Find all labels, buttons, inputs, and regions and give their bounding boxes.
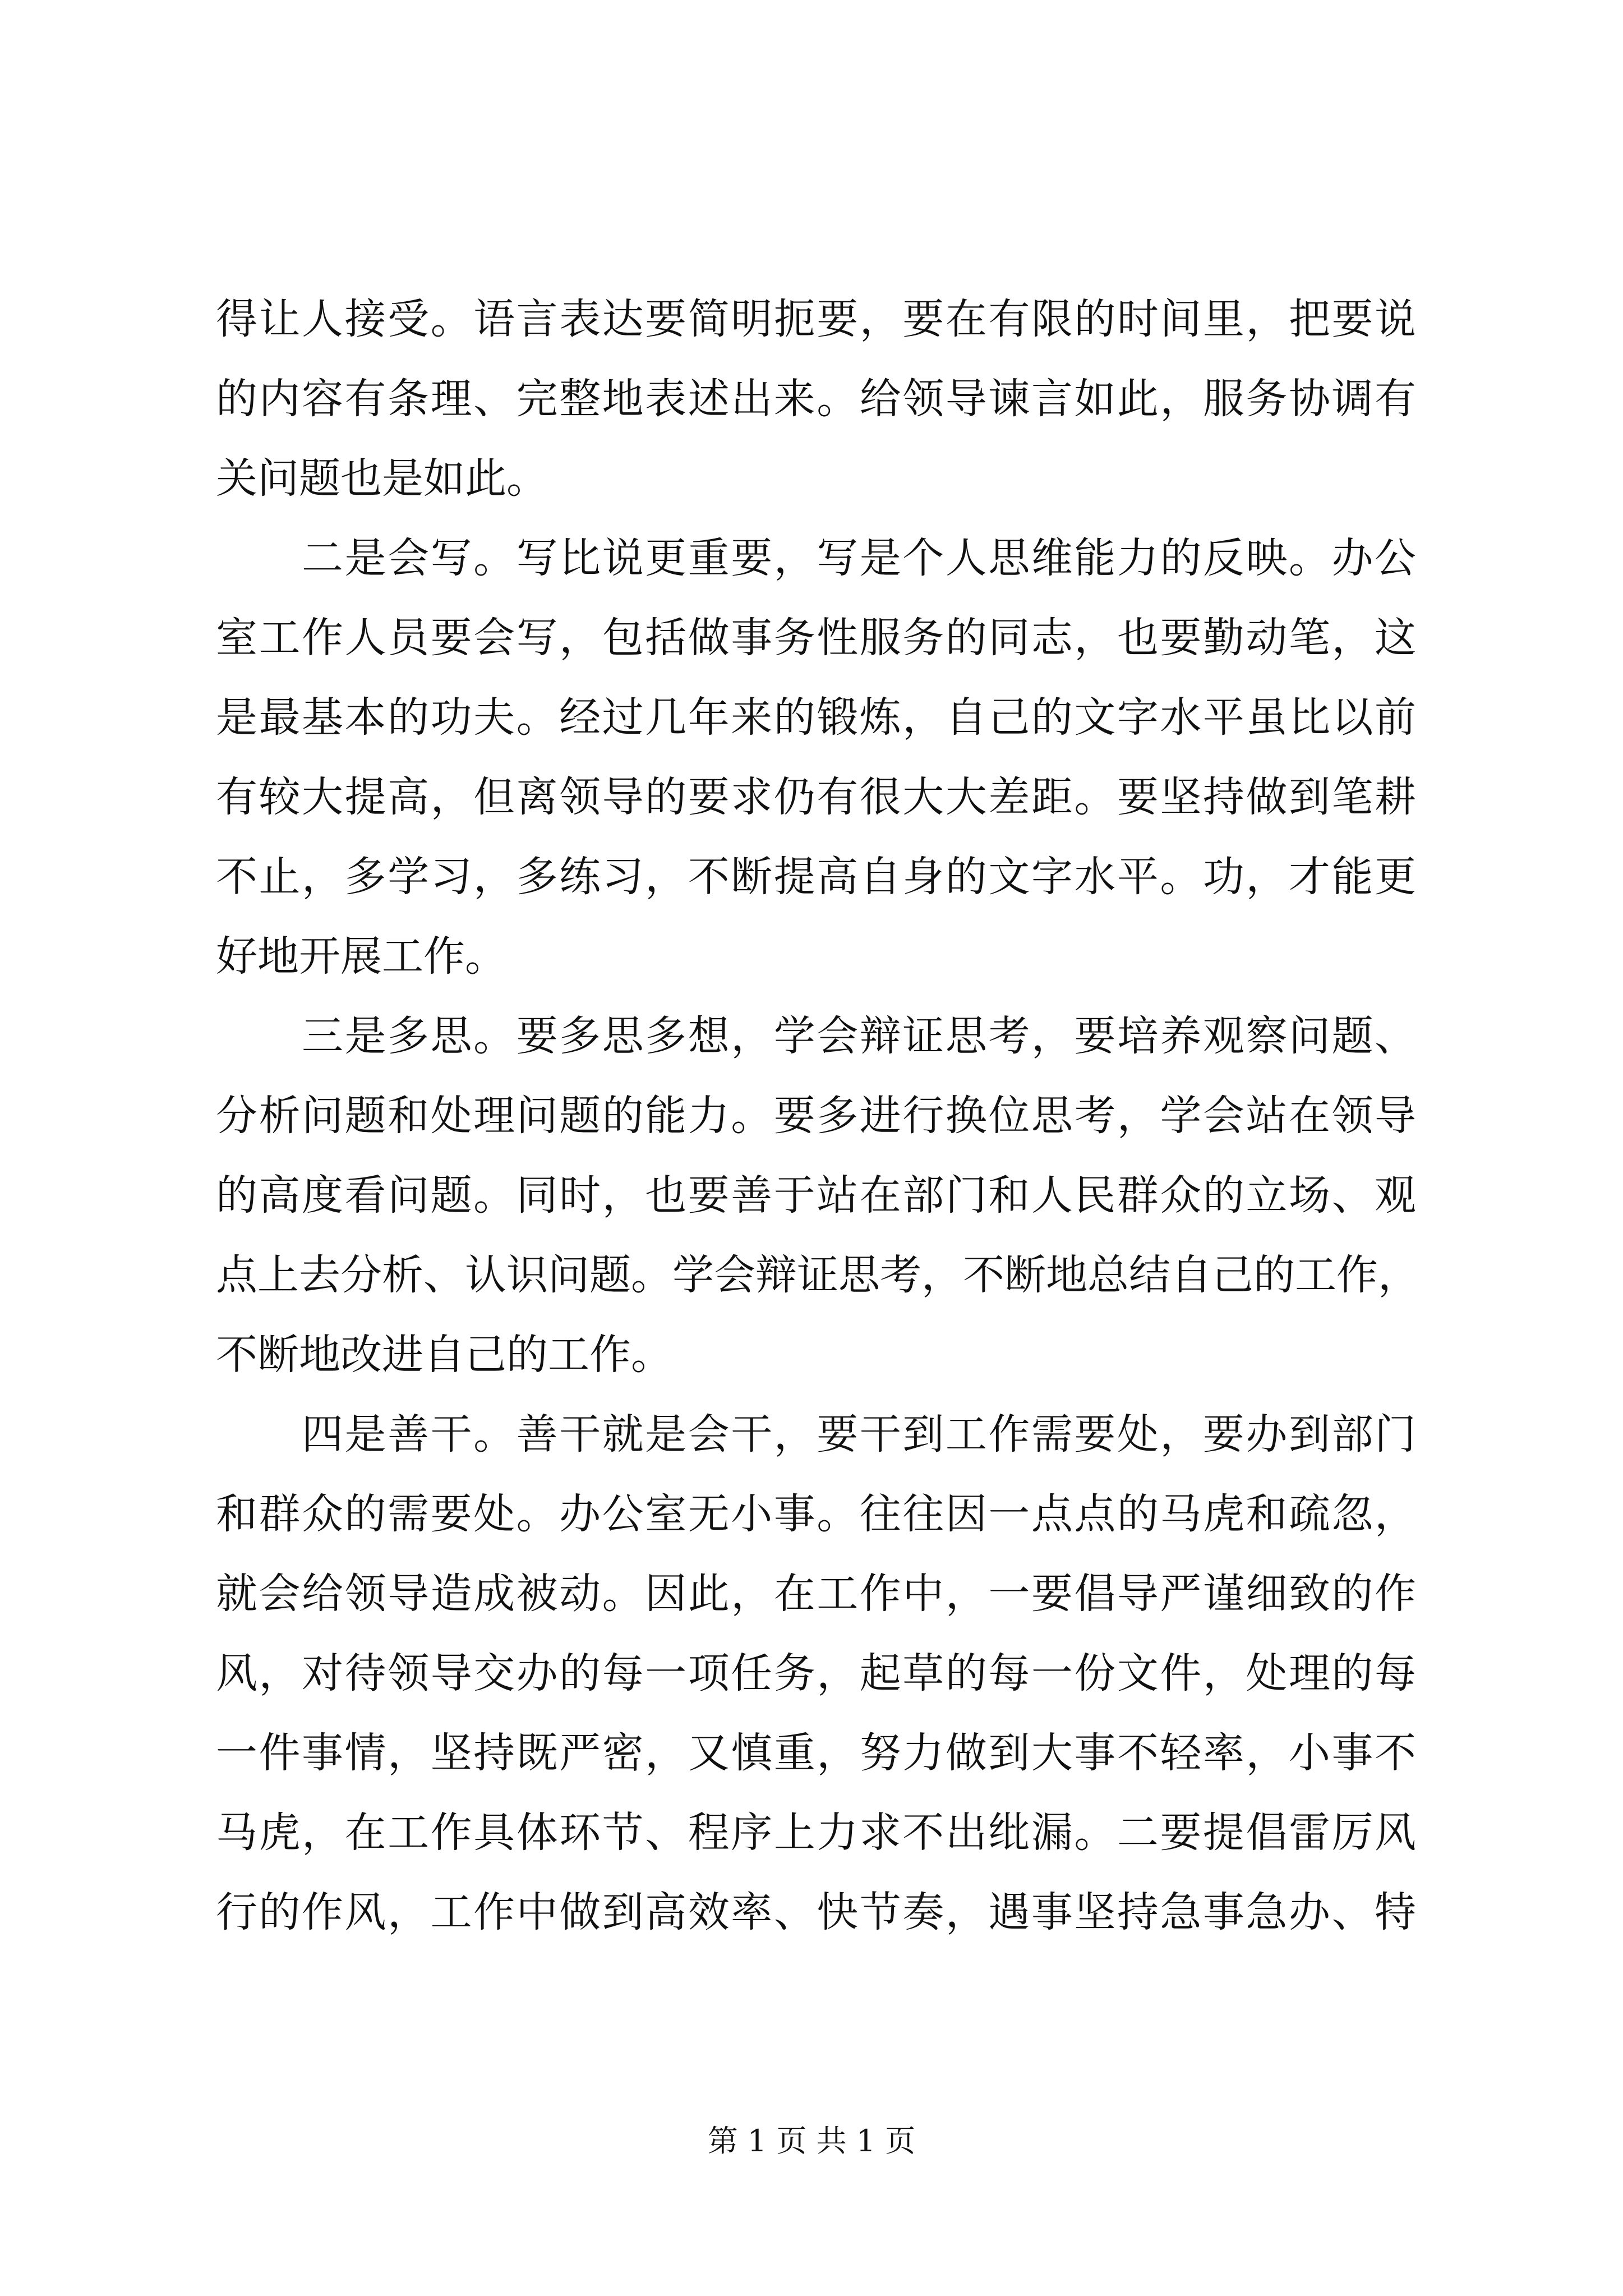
text-line: 是最基本的功夫。经过几年来的锻炼，自己的文字水平虽比以前 (216, 693, 1416, 742)
text-line: 风，对待领导交办的每一项任务，起草的每一份文件，处理的每 (216, 1649, 1416, 1697)
text-line: 的高度看问题。同时，也要善于站在部门和人民群众的立场、观 (216, 1171, 1416, 1220)
text-line: 二是会写。写比说更重要，写是个人思维能力的反映。办公 (216, 534, 1416, 582)
text-line: 行的作风，工作中做到高效率、快节奏，遇事坚持急事急办、特 (216, 1888, 1416, 1936)
text-line: 点上去分析、认识问题。学会辩证思考，不断地总结自己的工作， (216, 1251, 1419, 1299)
text-line: 就会给领导造成被动。因此，在工作中，一要倡导严谨细致的作 (216, 1570, 1416, 1618)
text-line: 好地开展工作。 (216, 932, 506, 981)
text-line: 分析问题和处理问题的能力。要多进行换位思考，学会站在领导 (216, 1092, 1416, 1140)
text-line: 不止，多学习，多练习，不断提高自身的文字水平。功，才能更 (216, 853, 1416, 901)
text-line: 关问题也是如此。 (216, 454, 548, 503)
text-line: 马虎，在工作具体环节、程序上力求不出纰漏。二要提倡雷厉风 (216, 1809, 1416, 1857)
text-line: 的内容有条理、完整地表述出来。给领导谏言如此，服务协调有 (216, 375, 1416, 423)
text-line: 有较大提高，但离领导的要求仍有很大大差距。要坚持做到笔耕 (216, 773, 1416, 821)
text-line: 得让人接受。语言表达要简明扼要，要在有限的时间里，把要说 (216, 295, 1416, 343)
page-footer: 第 1 页 共 1 页 (707, 2123, 916, 2159)
text-line: 和群众的需要处。办公室无小事。往往因一点点的马虎和疏忽， (216, 1490, 1416, 1538)
text-line: 室工作人员要会写，包括做事务性服务的同志，也要勤动笔，这 (216, 614, 1416, 662)
text-line: 四是善干。善干就是会干，要干到工作需要处，要办到部门 (216, 1410, 1416, 1458)
text-line: 一件事情，坚持既严密，又慎重，努力做到大事不轻率，小事不 (216, 1729, 1416, 1777)
text-line: 三是多思。要多思多想，学会辩证思考，要培养观察问题、 (216, 1012, 1416, 1060)
document-body (216, 279, 1419, 1952)
text-line: 不断地改进自己的工作。 (216, 1331, 672, 1379)
